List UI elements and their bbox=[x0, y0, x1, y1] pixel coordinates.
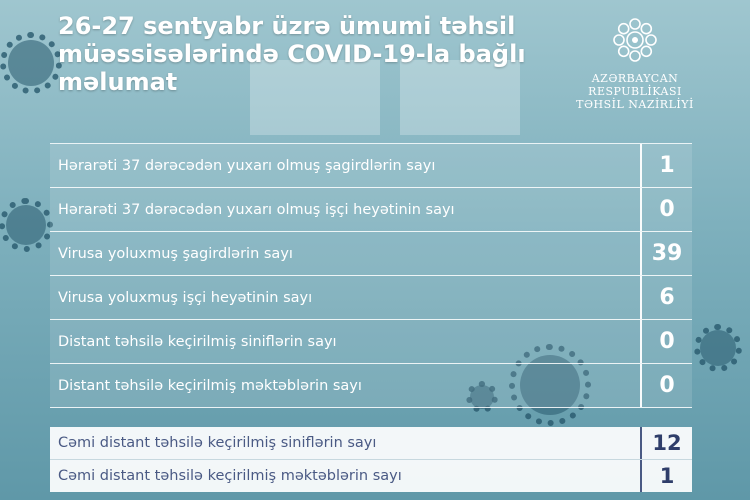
totals-value: 12 bbox=[640, 427, 692, 459]
row-label: Distant təhsilə keçirilmiş siniflərin sayı bbox=[58, 333, 337, 350]
title-line: 26-27 sentyabr üzrə ümumi təhsil bbox=[58, 12, 516, 40]
row-label: Hərarəti 37 dərəcədən yuxarı olmuş şagirdlərin sayı bbox=[58, 157, 436, 174]
totals-value: 1 bbox=[640, 460, 692, 492]
virus-icon bbox=[6, 205, 46, 245]
totals-row bbox=[50, 427, 692, 460]
title-line: müəssisələrində COVID-19-la bağlı bbox=[58, 40, 526, 68]
row-value: 0 bbox=[640, 320, 692, 363]
logo-line-1: AZƏRBAYCAN RESPUBLİKASI bbox=[588, 72, 682, 98]
row-value: 0 bbox=[640, 364, 692, 407]
row-value: 1 bbox=[640, 144, 692, 187]
row-value: 0 bbox=[640, 188, 692, 231]
virus-icon bbox=[700, 330, 736, 366]
ministry-emblem-icon bbox=[607, 12, 663, 68]
table-row bbox=[50, 364, 692, 408]
row-value: 6 bbox=[640, 276, 692, 319]
row-label: Distant təhsilə keçirilmiş məktəblərin sayı bbox=[58, 377, 362, 394]
row-label: Virusa yoluxmuş şagirdlərin sayı bbox=[58, 245, 293, 262]
table-row bbox=[50, 232, 692, 276]
totals-label: Cəmi distant təhsilə keçirilmiş məktəblərin sayı bbox=[58, 468, 402, 484]
title-line: məlumat bbox=[58, 68, 178, 96]
totals-label: Cəmi distant təhsilə keçirilmiş siniflərin sayı bbox=[58, 435, 377, 451]
ministry-logo bbox=[560, 12, 710, 111]
stats-table bbox=[50, 143, 692, 408]
virus-icon bbox=[8, 40, 54, 86]
logo-line-2: TƏHSİL NAZİRLİYİ bbox=[576, 98, 694, 111]
totals-table bbox=[50, 427, 692, 492]
table-row bbox=[50, 144, 692, 188]
row-value: 39 bbox=[640, 232, 692, 275]
page-title bbox=[58, 12, 526, 96]
row-label: Virusa yoluxmuş işçi heyətinin sayı bbox=[58, 289, 313, 306]
totals-row bbox=[50, 460, 692, 492]
table-row bbox=[50, 276, 692, 320]
row-label: Hərarəti 37 dərəcədən yuxarı olmuş işçi heyətinin sayı bbox=[58, 201, 455, 218]
table-row bbox=[50, 188, 692, 232]
table-row bbox=[50, 320, 692, 364]
